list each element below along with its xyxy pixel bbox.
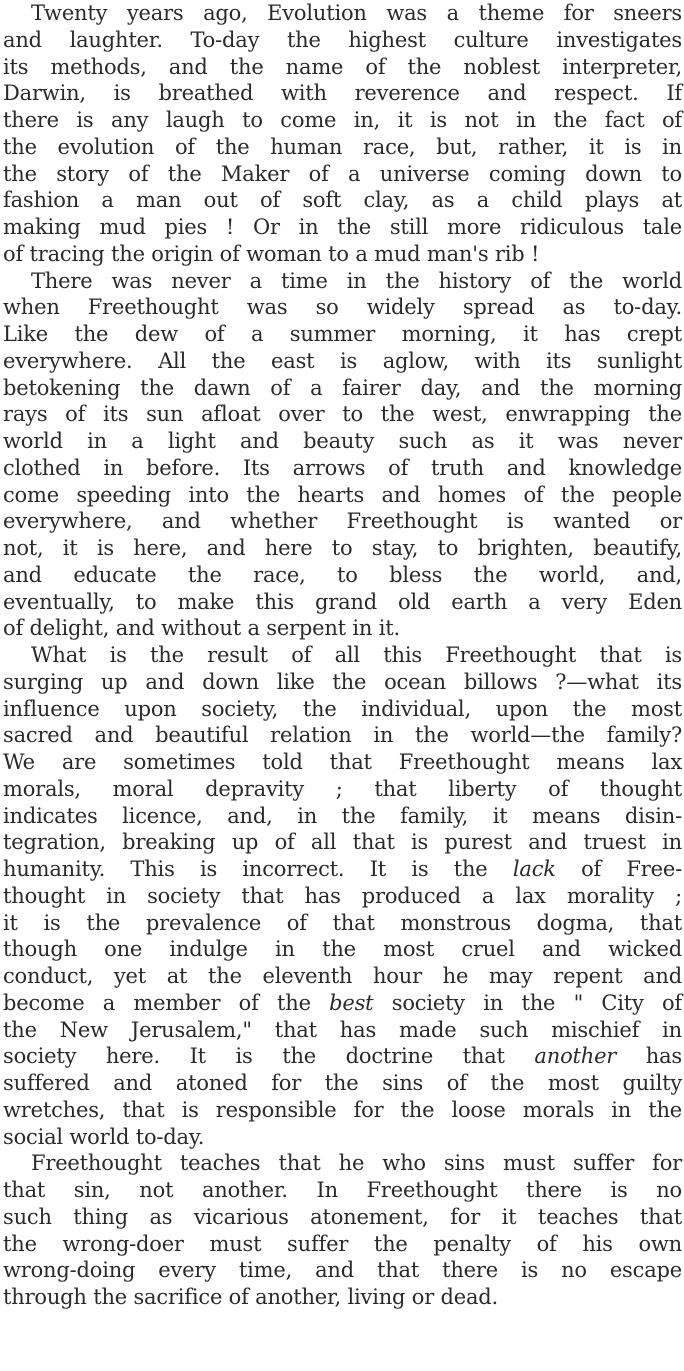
- text-line: Twenty years ago, Evolution was a theme for sneers: [31, 1, 682, 25]
- text-line: making mud pies ! Or in the still more ridiculous tale: [3, 215, 682, 239]
- paragraph-2: [3, 268, 682, 643]
- text-line: the story of the Maker of a universe coming down to: [3, 161, 682, 186]
- text-line: [3, 1043, 682, 1070]
- text-line: Darwin, is breathed with reverence and respect. If: [3, 81, 682, 106]
- text-line: Like the dew of a summer morning, it has crept: [3, 322, 682, 346]
- text-line: everywhere, and whether Freethought is wanted or: [3, 509, 682, 534]
- text-line: the wrong-doer must suffer the penalty of his own: [3, 1231, 682, 1256]
- text-line: not, it is here, and here to stay, to brighten, beautify,: [3, 536, 682, 560]
- text-line: and laughter. To-day the highest culture investigates: [3, 27, 682, 52]
- text-line: morals, moral depravity ; that liberty of thought: [3, 776, 682, 801]
- paragraph-4: [3, 1150, 682, 1311]
- text-line: What is the result of all this Freethought that is: [31, 643, 682, 667]
- text-fragment: humanity. This is incorrect. It is the: [3, 857, 488, 881]
- text-line: and educate the race, to bless the world, and,: [3, 562, 682, 587]
- text-line: We are sometimes told that Freethought means lax: [3, 750, 682, 774]
- text-line: its methods, and the name of the noblest interpreter,: [3, 54, 682, 79]
- italic-word: lack: [512, 857, 556, 881]
- text-line: the evolution of the human race, but, rather, it is in: [3, 134, 682, 159]
- text-line: sacred and beautiful relation in the world—the family?: [3, 723, 682, 748]
- text-line: wrong-doing every time, and that there is no escape: [3, 1258, 682, 1283]
- text-line: suffered and atoned for the sins of the most guilty: [3, 1071, 682, 1095]
- text-line: Freethought teaches that he who sins must suffer for: [31, 1151, 682, 1176]
- text-line: rays of its sun afloat over to the west, enwrapping the: [3, 402, 682, 427]
- text-line: such thing as vicarious atonement, for it teaches that: [3, 1204, 682, 1229]
- text-line: clothed in before. Its arrows of truth and knowledge: [3, 455, 682, 480]
- text-line: that sin, not another. In Freethought there is no: [3, 1178, 682, 1202]
- text-line: [3, 990, 682, 1017]
- text-fragment: has: [616, 1044, 682, 1069]
- text-line: it is the prevalence of that monstrous dogma, that: [3, 910, 682, 935]
- text-line: there is any laugh to come in, it is not in the fact of: [3, 108, 682, 132]
- text-line: the New Jerusalem," that has made such mischief in: [3, 1017, 682, 1042]
- text-line: betokening the dawn of a fairer day, and the morning: [3, 375, 682, 400]
- text-line: everywhere. All the east is aglow, with its sunlight: [3, 348, 682, 373]
- text-line: [3, 856, 682, 883]
- paragraph-1: [3, 0, 682, 268]
- text-fragment: society here. It is the doctrine that: [3, 1044, 505, 1069]
- text-line: conduct, yet at the eleventh hour he may repent and: [3, 964, 682, 988]
- text-line: tegration, breaking up of all that is purest and truest in: [3, 830, 682, 855]
- text-line: of tracing the origin of woman to a mud man's rib !: [3, 241, 540, 266]
- text-line: wretches, that is responsible for the loose morals in the: [3, 1097, 682, 1122]
- text-line: fashion a man out of soft clay, as a child plays at: [3, 188, 682, 213]
- text-line: of delight, and without a serpent in it.: [3, 616, 400, 641]
- text-line: come speeding into the hearts and homes of the people: [3, 482, 682, 507]
- text-line: influence upon society, the individual, upon the most: [3, 696, 682, 721]
- italic-word: best: [329, 990, 374, 1015]
- paragraph-3: [3, 642, 682, 1150]
- text-line: thought in society that has produced a lax morality ;: [3, 883, 682, 908]
- text-line: surging up and down like the ocean billows ?—what its: [3, 669, 682, 694]
- text-line: when Freethought was so widely spread as to-day.: [3, 295, 682, 320]
- text-line: world in a light and beauty such as it was never: [3, 429, 682, 453]
- text-fragment: of Free-: [555, 857, 682, 881]
- text-line: eventually, to make this grand old earth a very Eden: [3, 589, 682, 614]
- text-fragment: society in the " City of: [373, 990, 682, 1015]
- text-line: indicates licence, and, in the family, it means disin-: [3, 803, 682, 828]
- text-line: through the sacrifice of another, living or dead.: [3, 1285, 499, 1309]
- text-line: social world to-day.: [3, 1124, 205, 1149]
- text-line: though one indulge in the most cruel and wicked: [3, 937, 682, 962]
- text-line: There was never a time in the history of the world: [31, 268, 682, 293]
- text-fragment: become a member of the: [3, 990, 311, 1015]
- italic-word: another: [534, 1044, 617, 1069]
